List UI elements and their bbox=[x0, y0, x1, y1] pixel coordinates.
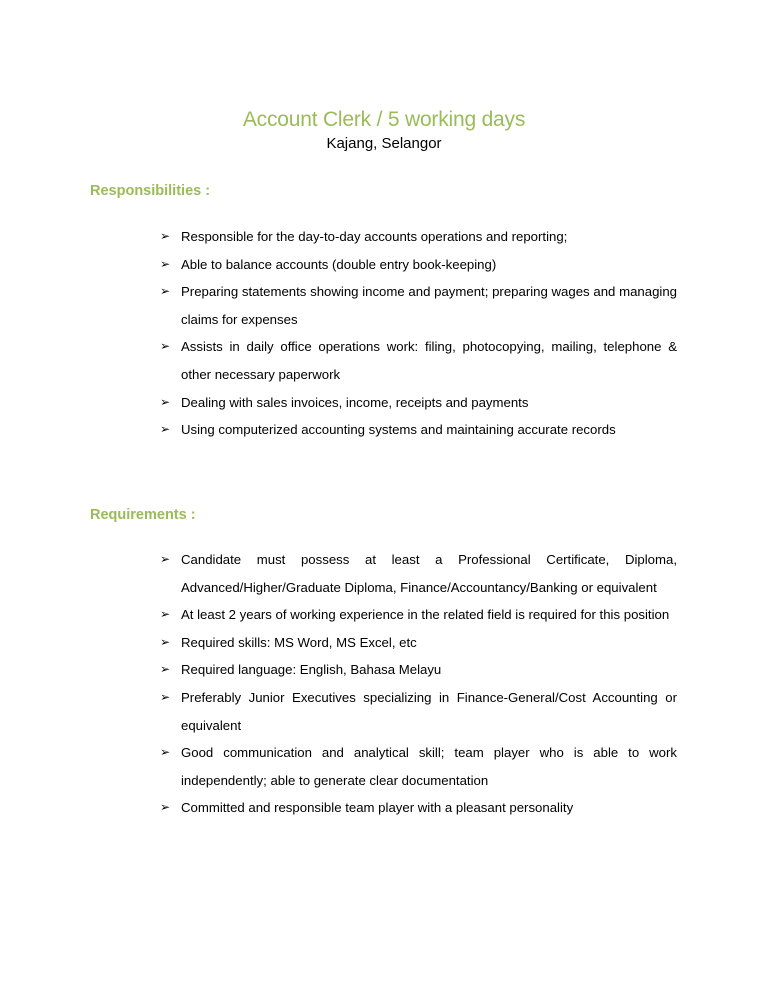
requirement-item: ➢ Good communication and analytical skill; team player who is able to work independently; able to generate clear documentation bbox=[160, 739, 677, 794]
requirement-item: ➢ At least 2 years of working experience in the related field is required for this position bbox=[160, 601, 677, 629]
arrow-bullet-icon: ➢ bbox=[160, 689, 171, 704]
requirement-item: ➢ Committed and responsible team player with a pleasant personality bbox=[160, 794, 677, 822]
arrow-bullet-icon: ➢ bbox=[160, 339, 171, 354]
requirement-item: ➢ Candidate must possess at least a Professional Certificate, Diploma, Advanced/Higher/Graduate Diploma, Finance/Accountancy/Banking or equivalent bbox=[160, 546, 677, 601]
arrow-bullet-icon: ➢ bbox=[160, 800, 171, 815]
arrow-bullet-icon: ➢ bbox=[160, 662, 171, 677]
responsibility-item: ➢ Responsible for the day-to-day accounts operations and reporting; bbox=[160, 223, 677, 251]
responsibility-item: ➢ Assists in daily office operations work: filing, photocopying, mailing, telephone & other necessary paperwork bbox=[160, 333, 677, 388]
arrow-bullet-icon: ➢ bbox=[160, 422, 171, 437]
responsibility-item: ➢ Dealing with sales invoices, income, receipts and payments bbox=[160, 389, 677, 417]
requirements-list bbox=[160, 546, 677, 822]
job-location: Kajang, Selangor bbox=[326, 135, 442, 152]
requirements-heading: Requirements : bbox=[90, 507, 196, 523]
arrow-bullet-icon: ➢ bbox=[160, 634, 171, 649]
responsibility-item: ➢ Preparing statements showing income and payment; preparing wages and managing claims for expenses bbox=[160, 278, 677, 333]
arrow-bullet-icon: ➢ bbox=[160, 229, 171, 243]
responsibility-item: ➢ Able to balance accounts (double entry book-keeping) bbox=[160, 251, 677, 279]
arrow-bullet-icon: ➢ bbox=[160, 552, 171, 566]
arrow-bullet-icon: ➢ bbox=[160, 256, 171, 271]
arrow-bullet-icon: ➢ bbox=[160, 284, 171, 299]
responsibilities-heading: Responsibilities : bbox=[90, 183, 211, 199]
requirement-item: ➢ Required skills: MS Word, MS Excel, etc bbox=[160, 629, 677, 657]
responsibility-item: ➢ Using computerized accounting systems and maintaining accurate records bbox=[160, 416, 677, 444]
requirement-item: ➢ Preferably Junior Executives specializing in Finance-General/Cost Accounting or equivalent bbox=[160, 684, 677, 739]
responsibilities-list bbox=[160, 223, 677, 444]
job-title: Account Clerk / 5 working days bbox=[242, 108, 526, 131]
arrow-bullet-icon: ➢ bbox=[160, 394, 171, 409]
requirement-item: ➢ Required language: English, Bahasa Melayu bbox=[160, 656, 677, 684]
arrow-bullet-icon: ➢ bbox=[160, 745, 171, 760]
arrow-bullet-icon: ➢ bbox=[160, 607, 171, 622]
